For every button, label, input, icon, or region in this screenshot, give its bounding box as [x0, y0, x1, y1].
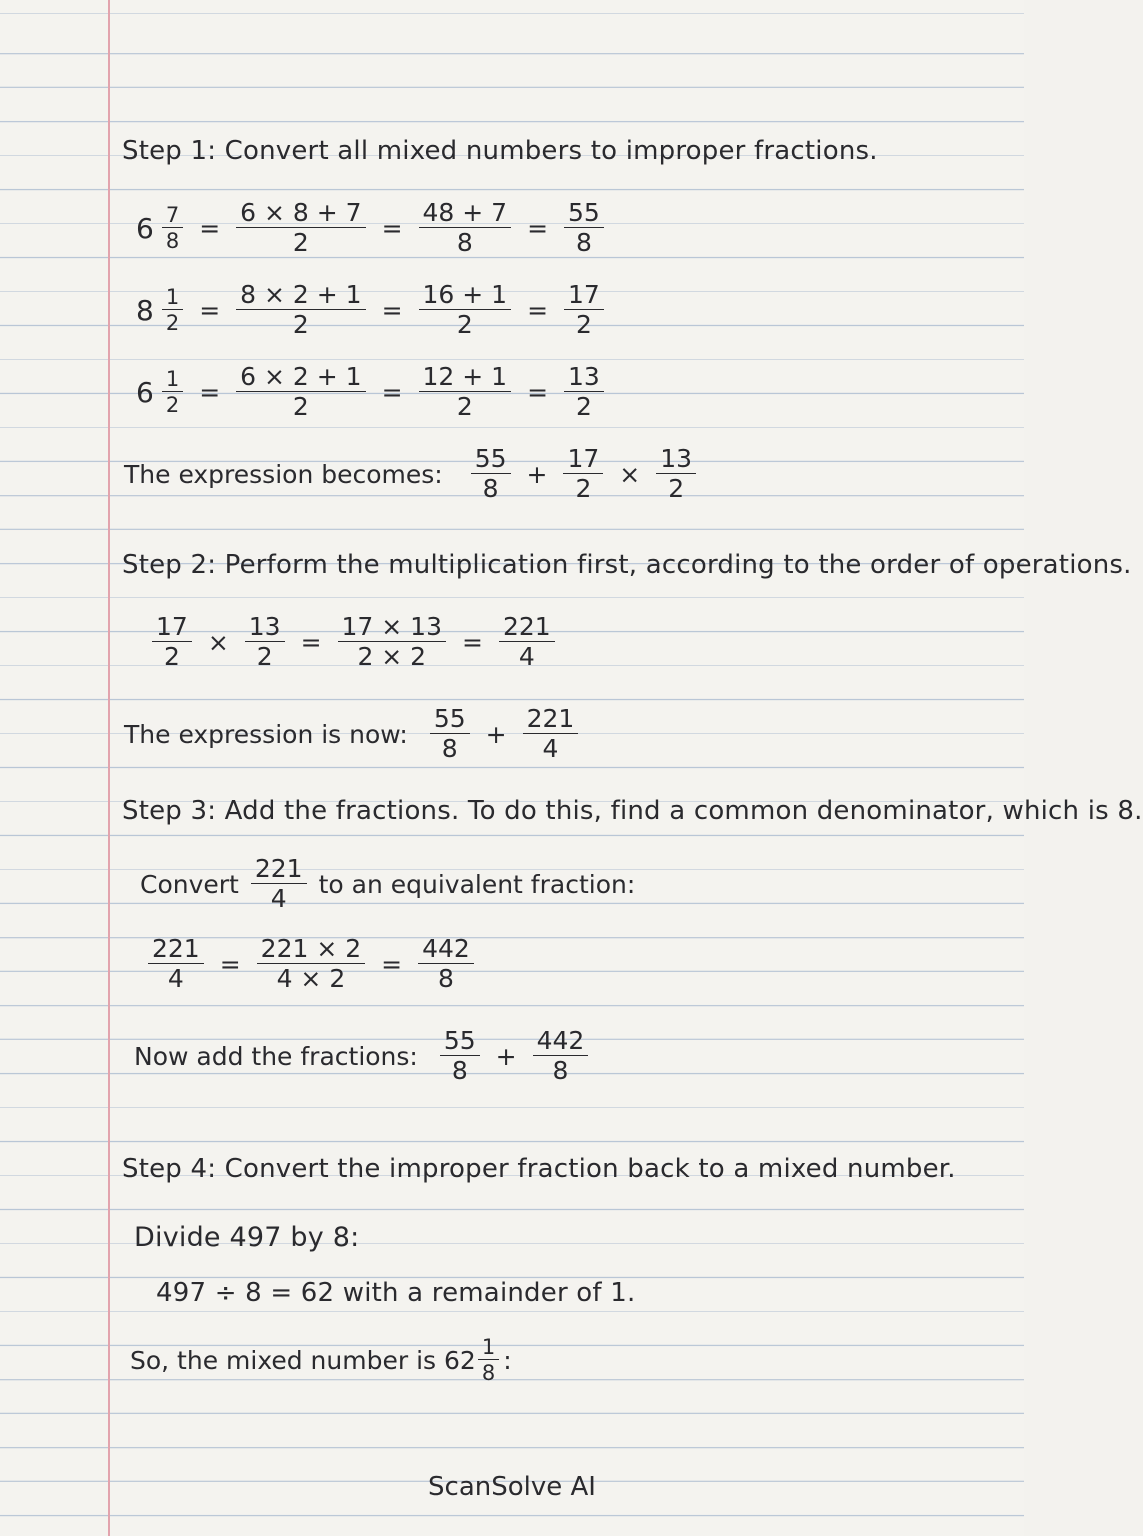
now-frac-1: $\frac{55}{8}$	[430, 706, 470, 763]
row3-frac: $\frac{1}{2}$	[162, 368, 183, 416]
equiv-result: $\frac{442}{8}$	[418, 936, 474, 993]
row2-result: $\frac{17}{2}$	[564, 282, 604, 339]
mult-step: $\frac{17 \times 13}{2 \times 2}$	[338, 614, 446, 671]
add-label: Now add the fractions:	[134, 1041, 418, 1071]
row1-frac: $\frac{7}{8}$	[162, 204, 183, 252]
step2-heading: Step 2: Perform the multiplication first, according to the order of operations.	[122, 550, 1132, 580]
equiv-frac: $\frac{221}{4}$	[148, 936, 204, 993]
row2-frac: $\frac{1}{2}$	[162, 286, 183, 334]
so-frac: $\frac{1}{8}$	[478, 1336, 499, 1384]
add-frac-1: $\frac{55}{8}$	[440, 1028, 480, 1085]
row3-step-b: $\frac{12 + 1}{2}$	[419, 364, 512, 421]
step1-row2: 8 $\frac{1}{2}$ = $\frac{8 \times 2 + 1}{2}$ = $\frac{16 + 1}{2}$ = $\frac{17}{2}$	[136, 282, 610, 339]
equiv-step: $\frac{221 \times 2}{4 \times 2}$	[257, 936, 365, 993]
row1-step-b: $\frac{48 + 7}{8}$	[419, 200, 512, 257]
expr-frac-3: $\frac{13}{2}$	[656, 446, 696, 503]
add-frac-2: $\frac{442}{8}$	[533, 1028, 589, 1085]
row1-whole: 6	[136, 211, 154, 245]
step3-equivalent: $\frac{221}{4}$ = $\frac{221 \times 2}{4 \times 2}$ = $\frac{442}{8}$	[142, 936, 480, 993]
row1-result: $\frac{55}{8}$	[564, 200, 604, 257]
step1-expression: The expression becomes: $\frac{55}{8}$ + $\frac{17}{2}$ × $\frac{13}{2}$	[124, 446, 702, 503]
convert-label: Convert	[140, 869, 239, 899]
footer-brand: ScanSolve AI	[428, 1472, 596, 1502]
step3-convert	[140, 856, 635, 913]
convert-post: to an equivalent fraction:	[318, 869, 636, 899]
step1-row3: 6 $\frac{1}{2}$ = $\frac{6 \times 2 + 1}{2}$ = $\frac{12 + 1}{2}$ = $\frac{13}{2}$	[136, 364, 610, 421]
so-post: :	[503, 1345, 512, 1375]
row2-whole: 8	[136, 293, 154, 327]
step1-heading: Step 1: Convert all mixed numbers to improper fractions.	[122, 136, 878, 166]
row2-step-b: $\frac{16 + 1}{2}$	[419, 282, 512, 339]
step3-heading: Step 3: Add the fractions. To do this, find a common denominator, which is 8.	[122, 796, 1143, 826]
mult-frac-2: $\frac{13}{2}$	[245, 614, 285, 671]
step2-multiplication: $\frac{17}{2}$ × $\frac{13}{2}$ = $\frac{17 \times 13}{2 \times 2}$ = $\frac{221}{4}$	[146, 614, 561, 671]
step4-heading: Step 4: Convert the improper fraction back to a mixed number.	[122, 1154, 956, 1184]
step2-expression: The expression is now: $\frac{55}{8}$ + $\frac{221}{4}$	[124, 706, 584, 763]
margin-line	[108, 0, 110, 1536]
step4-conclusion	[130, 1336, 512, 1384]
now-frac-2: $\frac{221}{4}$	[523, 706, 579, 763]
expr-frac-2: $\frac{17}{2}$	[563, 446, 603, 503]
mult-result: $\frac{221}{4}$	[499, 614, 555, 671]
now-label: The expression is now:	[124, 719, 408, 749]
step1-row1: 6 $\frac{7}{8}$ = $\frac{6 \times 8 + 7}{2}$ = $\frac{48 + 7}{8}$ = $\frac{55}{8}$	[136, 200, 610, 257]
step3-add: Now add the fractions: $\frac{55}{8}$ + $\frac{442}{8}$	[134, 1028, 594, 1085]
row3-step-a: $\frac{6 \times 2 + 1}{2}$	[236, 364, 365, 421]
becomes-label: The expression becomes:	[124, 459, 443, 489]
convert-frac: $\frac{221}{4}$	[251, 856, 307, 913]
mult-frac-1: $\frac{17}{2}$	[152, 614, 192, 671]
row2-step-a: $\frac{8 \times 2 + 1}{2}$	[236, 282, 365, 339]
so-label: So, the mixed number is 62	[130, 1345, 476, 1375]
division-result: 497 ÷ 8 = 62 with a remainder of 1.	[156, 1278, 636, 1308]
row3-whole: 6	[136, 375, 154, 409]
row1-step-a: $\frac{6 \times 8 + 7}{2}$	[236, 200, 365, 257]
divide-line: Divide 497 by 8:	[134, 1222, 360, 1253]
row3-result: $\frac{13}{2}$	[564, 364, 604, 421]
expr-frac-1: $\frac{55}{8}$	[471, 446, 511, 503]
